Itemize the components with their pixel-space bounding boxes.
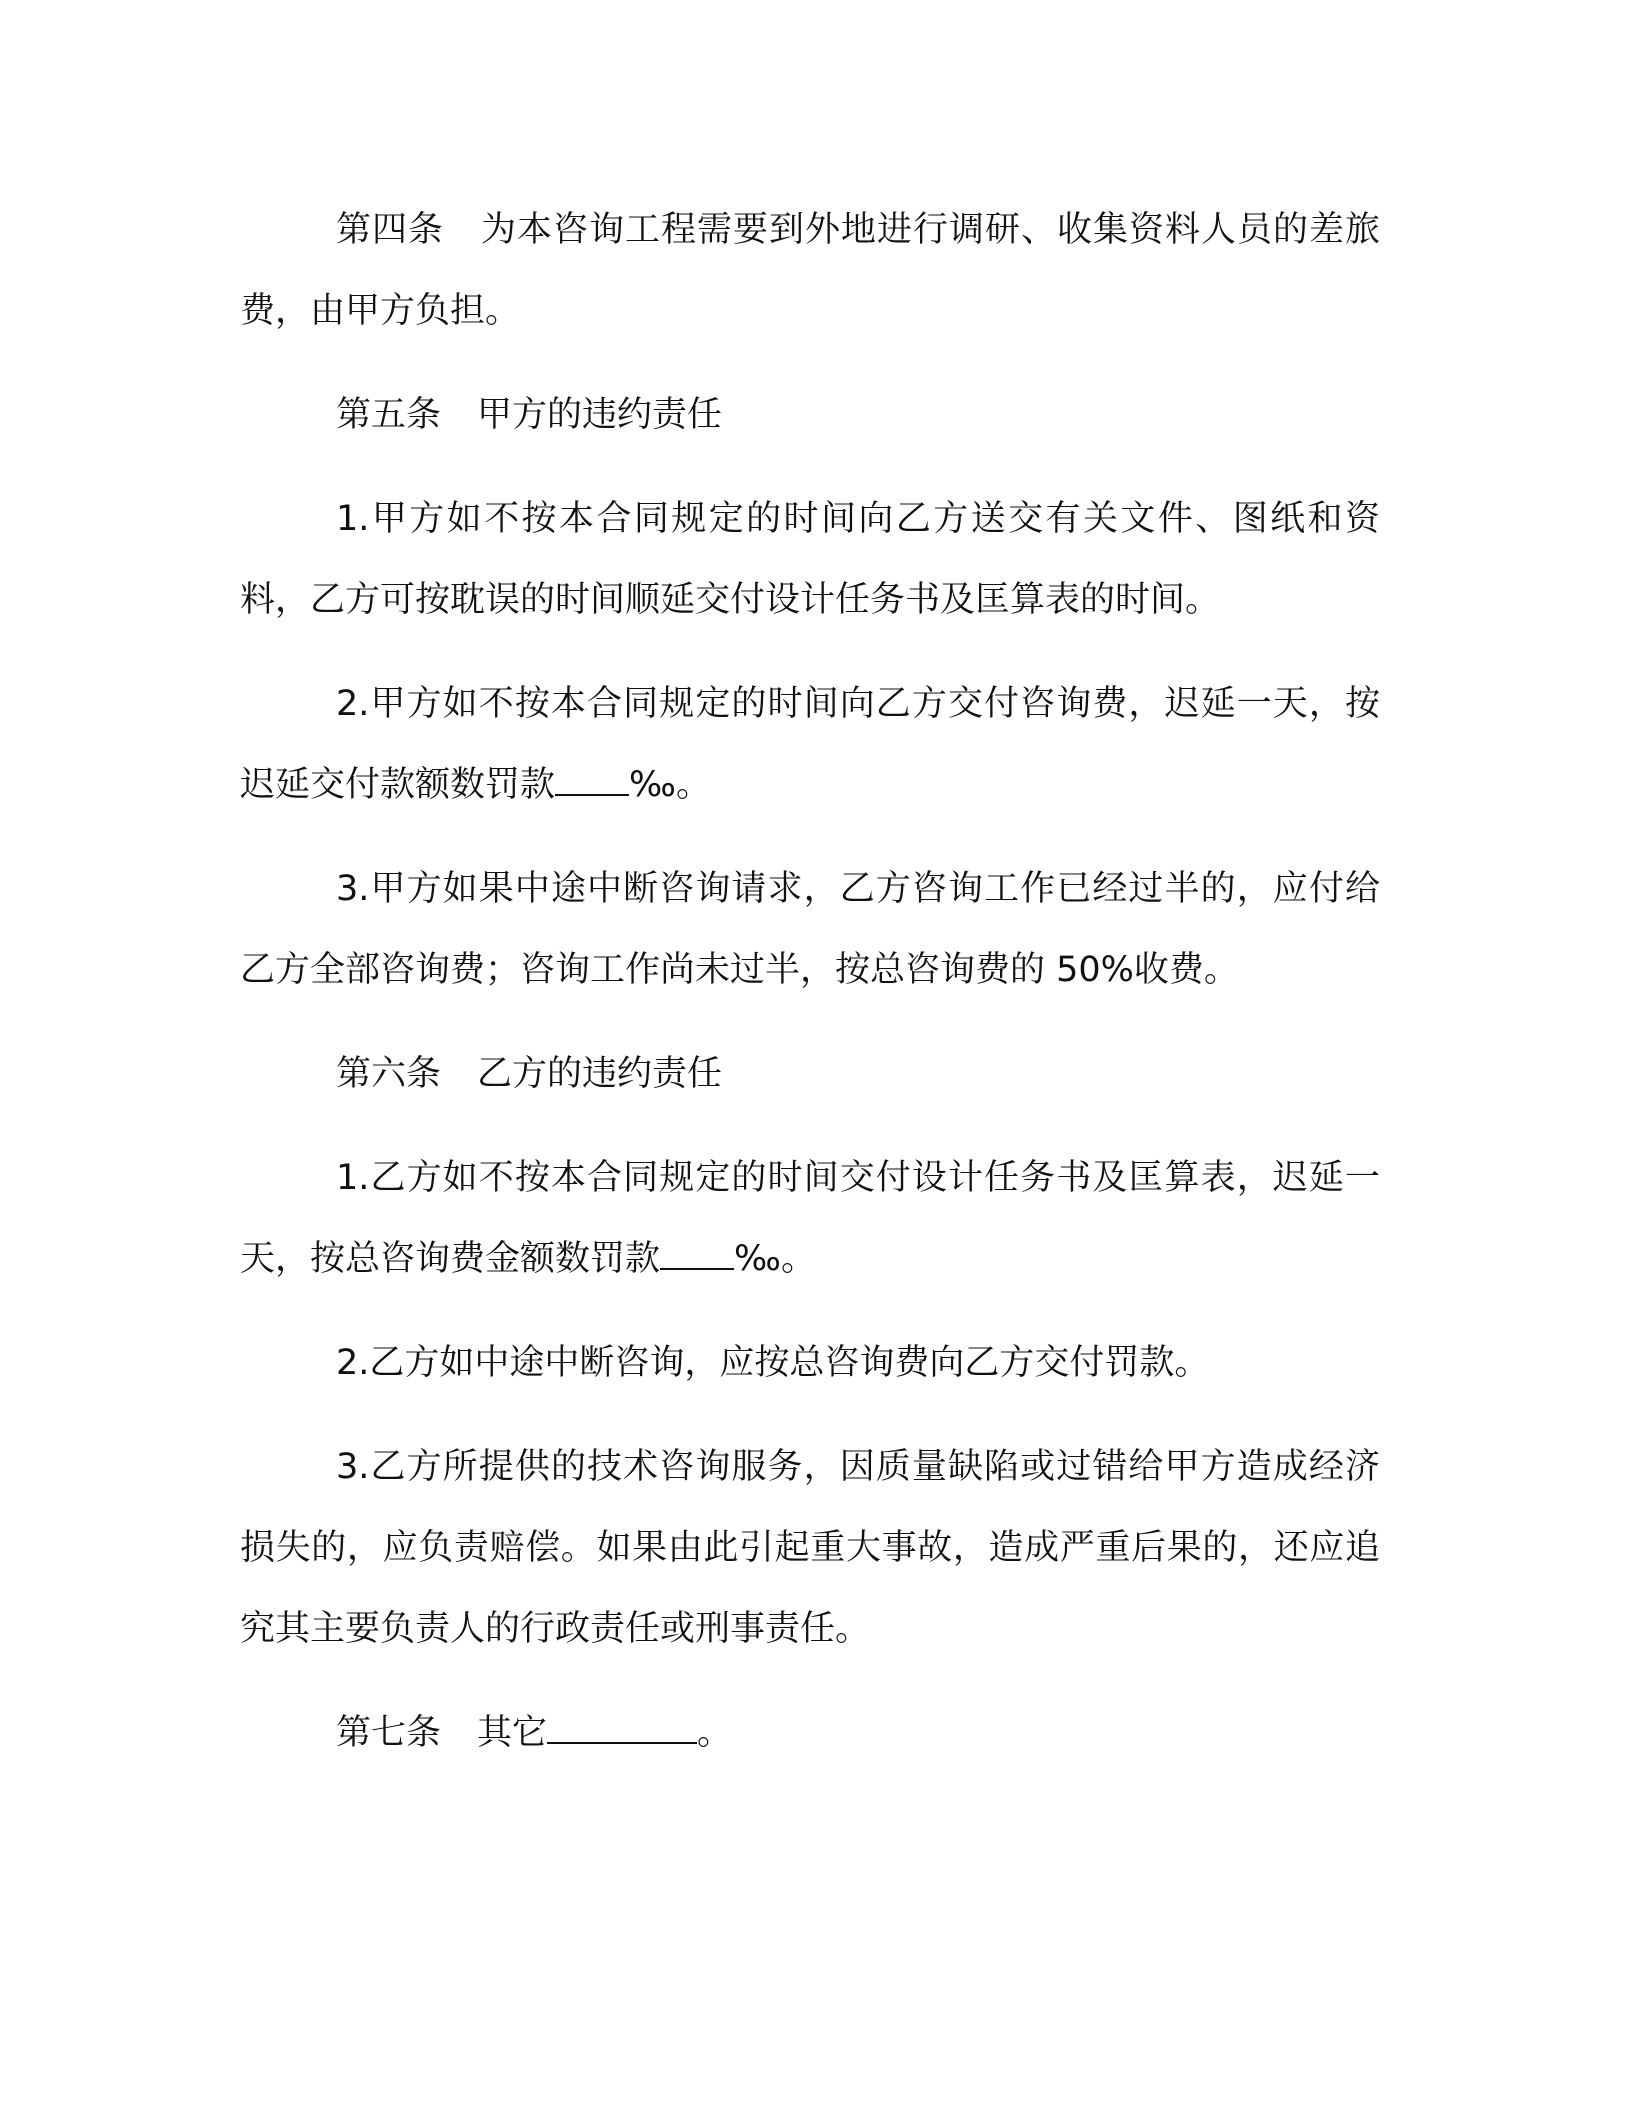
article-5-label: 第五条 bbox=[336, 395, 442, 435]
article-5-item-1: 1.甲方如不按本合同规定的时间向乙方送交有关文件、图纸和资料，乙方可按耽误的时间顺延交付设计任务书及匡算表的时间。 bbox=[240, 499, 1380, 620]
article-6-heading bbox=[240, 1034, 1380, 1115]
other-terms-blank-field bbox=[547, 1710, 697, 1744]
article-4-label: 第四条 bbox=[336, 210, 444, 250]
article-6-title: 乙方的违约责任 bbox=[477, 1054, 723, 1094]
article-4-text: 为本咨询工程需要到外地进行调研、收集资料人员的差旅费，由甲方负担。 bbox=[240, 210, 1380, 331]
penalty-blank-field bbox=[555, 762, 629, 796]
article-4 bbox=[240, 190, 1380, 352]
penalty-blank-field bbox=[660, 1236, 734, 1270]
article-5-title: 甲方的违约责任 bbox=[477, 395, 723, 435]
article-5-heading bbox=[240, 375, 1380, 456]
article-5-item-2: 2.甲方如不按本合同规定的时间向乙方交付咨询费，迟延一天，按迟延交付款额数罚款 ‰。 bbox=[240, 684, 1380, 805]
article-6-item-1: 1.乙方如不按本合同规定的时间交付设计任务书及匡算表，迟延一天，按总咨询费金额数罚款 ‰。 bbox=[240, 1158, 1380, 1279]
article-6-label: 第六条 bbox=[336, 1054, 442, 1094]
article-6-item-2: 2.乙方如中途中断咨询，应按总咨询费向乙方交付罚款。 bbox=[336, 1343, 1210, 1383]
article-7-label: 第七条 bbox=[336, 1713, 442, 1753]
article-6-item-3: 3.乙方所提供的技术咨询服务，因质量缺陷或过错给甲方造成经济损失的，应负责赔偿。如果由此引起重大事故，造成严重后果的，还应追究其主要负责人的行政责任或刑事责任。 bbox=[240, 1447, 1380, 1649]
article-5-item-3: 3.甲方如果中途中断咨询请求，乙方咨询工作已经过半的，应付给乙方全部咨询费；咨询工作尚未过半，按总咨询费的 50%收费。 bbox=[240, 869, 1380, 990]
article-7: 第七条 其它 。 bbox=[240, 1693, 1380, 1774]
document-body bbox=[240, 190, 1380, 1797]
